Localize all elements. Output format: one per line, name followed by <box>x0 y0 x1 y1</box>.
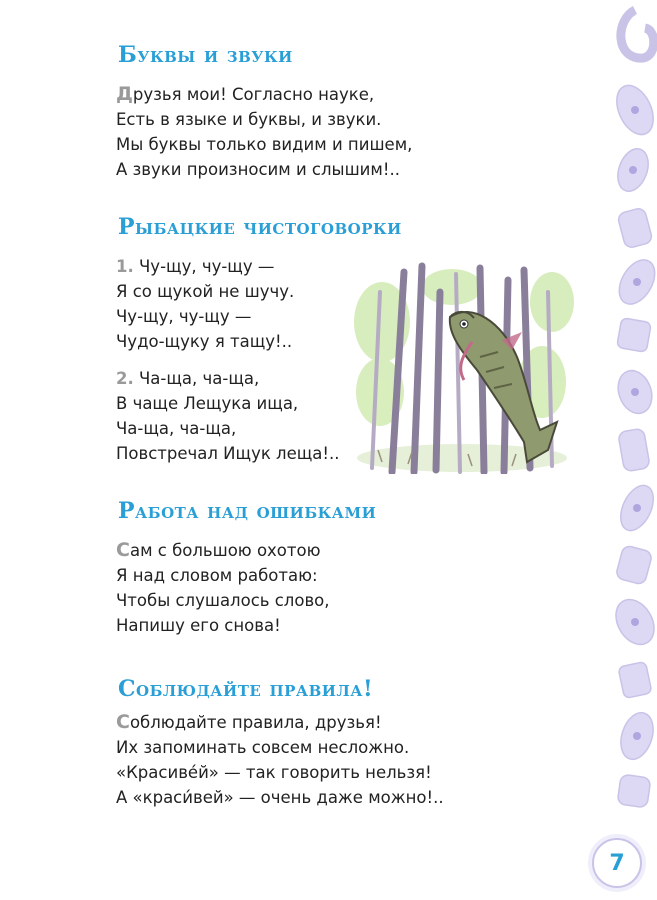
poem-line <box>116 254 294 279</box>
poem-line: В чаще Лещука ища, <box>116 394 299 413</box>
section-title-working-on-mistakes: Работа над ошибками <box>118 498 377 524</box>
section-title-fisher-tongue-twisters: Рыбацкие чистоговорки <box>118 214 402 240</box>
poem-line: Чу-щу, чу-щу — <box>116 307 252 326</box>
drop-cap: С <box>116 539 130 561</box>
poem-line <box>116 538 330 563</box>
pike-forest-illustration <box>352 262 574 474</box>
poem-line: Напишу его снова! <box>116 616 281 635</box>
drop-cap: Д <box>116 83 133 105</box>
section-title-follow-rules: Соблюдайте правила! <box>118 676 374 702</box>
poem-line-text: Чу-щу, чу-щу — <box>139 257 275 276</box>
poem-line: Я со щукой не шучу. <box>116 282 295 301</box>
poem-line <box>116 82 412 107</box>
poem-working-on-mistakes <box>116 538 330 638</box>
poem-line: Чтобы слушалось слово, <box>116 591 330 610</box>
poem-line-text: Ча-ща, ча-ща, <box>139 369 260 388</box>
poem-line: Я над словом работаю: <box>116 566 318 585</box>
poem-follow-rules <box>116 710 444 810</box>
poem-line: Есть в языке и буквы, и звуки. <box>116 110 382 129</box>
poem-line: «Красиве́й» — так говорить нельзя! <box>116 763 432 782</box>
alphabet-border-decoration <box>595 0 657 900</box>
poem-line: Ча-ща, ча-ща, <box>116 419 237 438</box>
tongue-twister-2 <box>116 366 340 466</box>
poem-line: Чудо-щуку я тащу!.. <box>116 332 293 351</box>
poem-line: А звуки произносим и слышим!.. <box>116 160 400 179</box>
poem-line: Повстречал Ищук леща!.. <box>116 444 340 463</box>
tongue-twister-1 <box>116 254 294 354</box>
poem-line: Мы буквы только видим и пишем, <box>116 135 413 154</box>
poem-line-text: ам с большою охотою <box>129 541 321 560</box>
poem-line: Их запоминать совсем несложно. <box>116 738 410 757</box>
poem-line-text: облюдайте правила, друзья! <box>129 713 382 732</box>
poem-line <box>116 710 444 735</box>
poem-line-text: рузья мои! Согласно науке, <box>132 85 375 104</box>
poem-line <box>116 366 340 391</box>
poem-letters-sounds <box>116 82 412 182</box>
verse-number: 1. <box>116 257 134 276</box>
drop-cap: С <box>116 711 130 733</box>
verse-number: 2. <box>116 369 134 388</box>
poem-line: А «краси́вей» — очень даже можно!.. <box>116 788 444 807</box>
section-title-letters-sounds: Буквы и звуки <box>118 42 293 68</box>
page-number: 7 <box>592 838 642 888</box>
